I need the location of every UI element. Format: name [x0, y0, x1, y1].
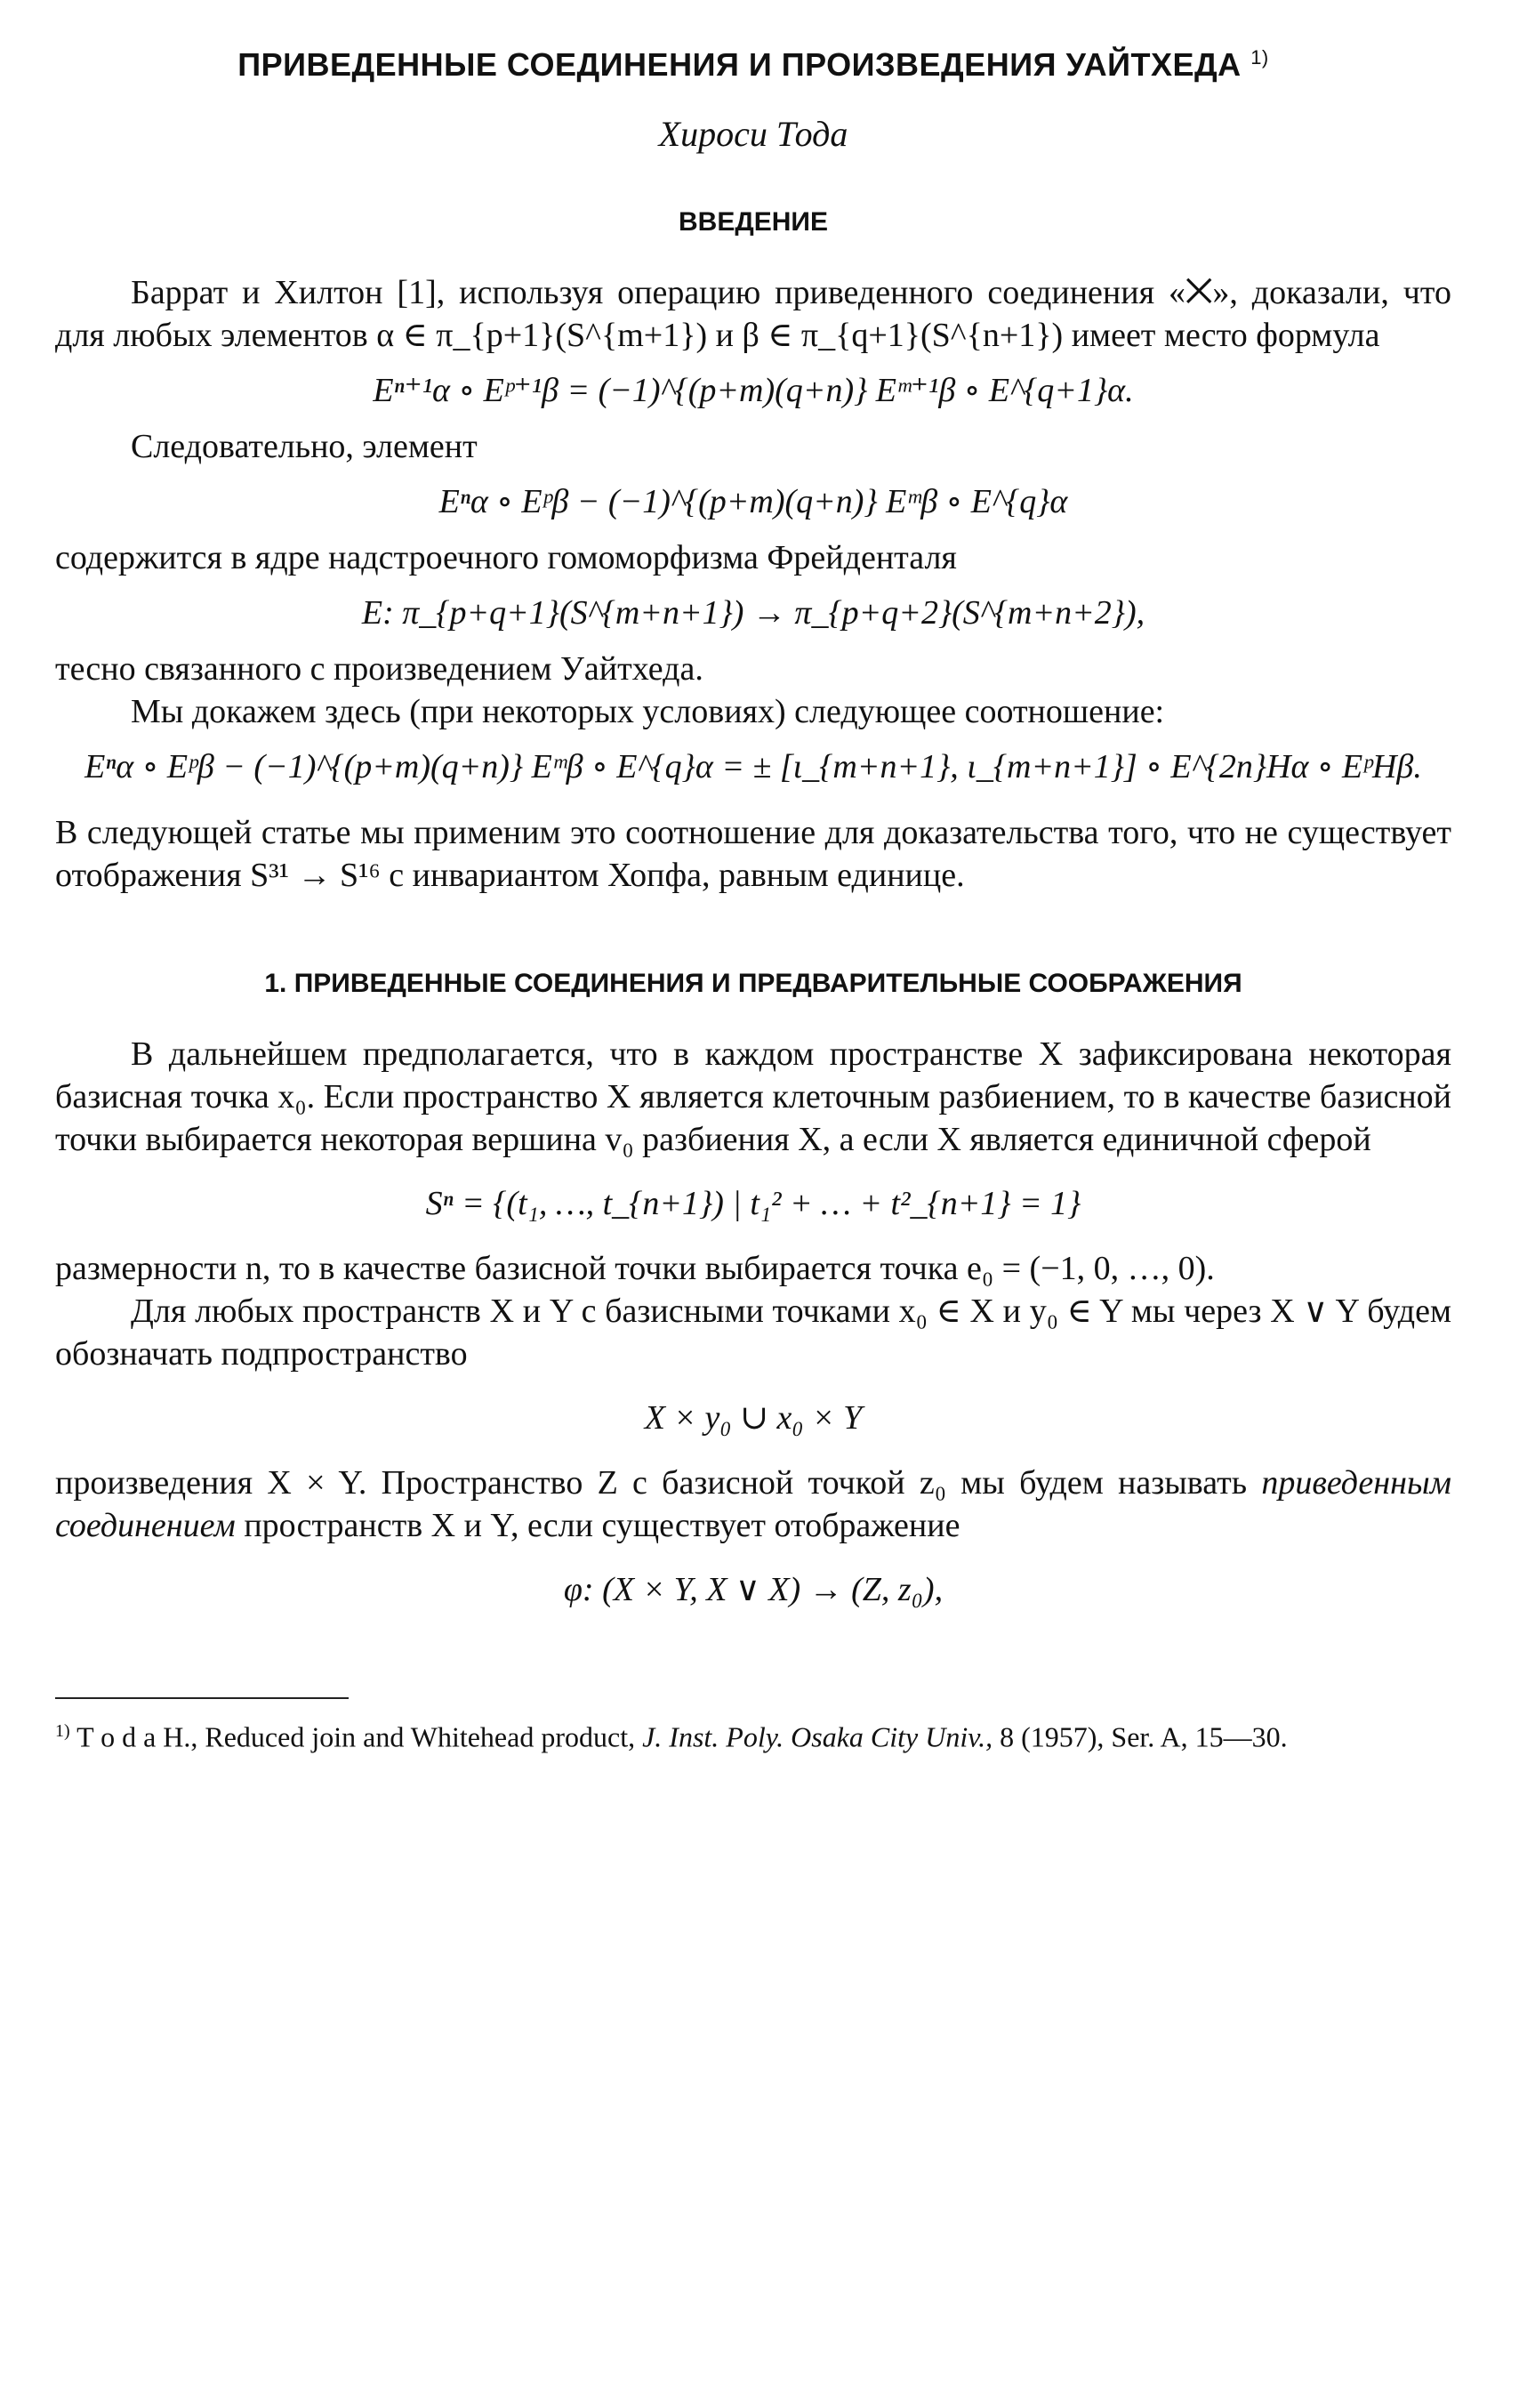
article-title-text: ПРИВЕДЕННЫЕ СОЕДИНЕНИЯ И ПРОИЗВЕДЕНИЯ УАЙТХЕДА: [237, 46, 1242, 83]
intro-paragraph-4: тесно связанного с произведением Уайтхеда.: [55, 650, 703, 689]
intro-formula-3: E: π_{p+q+1}(S^{m+n+1}) → π_{p+q+2}(S^{m+n+2}),: [361, 594, 1145, 632]
term-reduced-join: приведенным соединением: [55, 1463, 1451, 1544]
intro-formula-2: Eⁿα ∘ Eᵖβ − (−1)^{(p+m)(q+n)} Eᵐβ ∘ E^{q}α: [438, 482, 1068, 520]
page: [55, 44, 1451, 1755]
section1-paragraph-3: Для любых пространств X и Y с базисными точками x₀ ∈ X и y₀ ∈ Y мы через X ∨ Y будем обозначать подпространство: [55, 1292, 1451, 1373]
footnote-author: T o d a H.,: [76, 1720, 198, 1753]
footnote: [55, 1713, 1451, 1755]
section1-paragraph-4-part-b: пространств X и Y, если существует отображение: [235, 1506, 960, 1544]
section1-paragraph-4-part-a: произведения X × Y. Пространство Z с базисной точкой z₀ мы будем называть: [55, 1463, 1262, 1502]
footnote-details: 8 (1957), Ser. A, 15—30.: [993, 1720, 1288, 1753]
footnote-mark: 1): [55, 1721, 70, 1742]
section-heading-1: 1. ПРИВЕДЕННЫЕ СОЕДИНЕНИЯ И ПРЕДВАРИТЕЛЬНЫЕ СООБРАЖЕНИЯ: [264, 968, 1242, 998]
section1-formula-3: φ: (X × Y, X ∨ X) → (Z, z₀),: [563, 1570, 944, 1608]
section1-paragraph-1: В дальнейшем предполагается, что в каждом пространстве X зафиксирована некоторая базисная точка x₀. Если пространство X является клеточным разбиением, то в качестве базисной точки выбирается некоторая вершина v₀ разбиения X, а если X является единичной сферой: [55, 1035, 1451, 1158]
intro-paragraph-6: В следующей статье мы применим это соотношение для доказательства того, что не существует отображения S³¹ → S¹⁶ с инвариантом Хопфа, равным единице.: [55, 813, 1451, 894]
title-footnote-mark: 1): [1250, 46, 1269, 68]
intro-formula-4: Eⁿα ∘ Eᵖβ − (−1)^{(p+m)(q+n)} Eᵐβ ∘ E^{q}α = ± [ι_{m+n+1}, ι_{m+n+1}] ∘ E^{2n}Hα ∘ EᵖHβ.: [84, 748, 1422, 786]
intro-paragraph-1: Баррат и Хилтон [1], используя операцию приведенного соединения «⨉», доказали, что для любых элементов α ∈ π_{p+1}(S^{m+1}) и β ∈ π_{q+1}(S^{n+1}) имеет место формула: [55, 273, 1451, 354]
section1-paragraph-4: [55, 1462, 1451, 1547]
intro-paragraph-3: содержится в ядре надстроечного гомоморфизма Фрейденталя: [55, 539, 957, 577]
footnote-title: Reduced join and Whitehead product,: [197, 1720, 643, 1753]
intro-paragraph-2: Следовательно, элемент: [131, 427, 478, 465]
footnote-journal: J. Inst. Poly. Osaka City Univ.,: [642, 1720, 993, 1753]
section1-formula-2: X × y₀ ∪ x₀ × Y: [644, 1398, 863, 1437]
article-title: [55, 44, 1451, 86]
footnote-separator: [55, 1697, 349, 1699]
intro-formula-1: Eⁿ⁺¹α ∘ Eᵖ⁺¹β = (−1)^{(p+m)(q+n)} Eᵐ⁺¹β ∘ E^{q+1}α.: [373, 371, 1134, 409]
author-name: Хироси Тода: [658, 113, 848, 154]
section-heading-introduction: ВВЕДЕНИЕ: [679, 206, 828, 237]
section1-formula-1: Sⁿ = {(t₁, …, t_{n+1}) | t₁² + … + t²_{n+1} = 1}: [425, 1184, 1081, 1222]
intro-paragraph-5: Мы докажем здесь (при некоторых условиях) следующее соотношение:: [131, 693, 1165, 731]
section1-paragraph-2: размерности n, то в качестве базисной точки выбирается точка e₀ = (−1, 0, …, 0).: [55, 1249, 1215, 1287]
